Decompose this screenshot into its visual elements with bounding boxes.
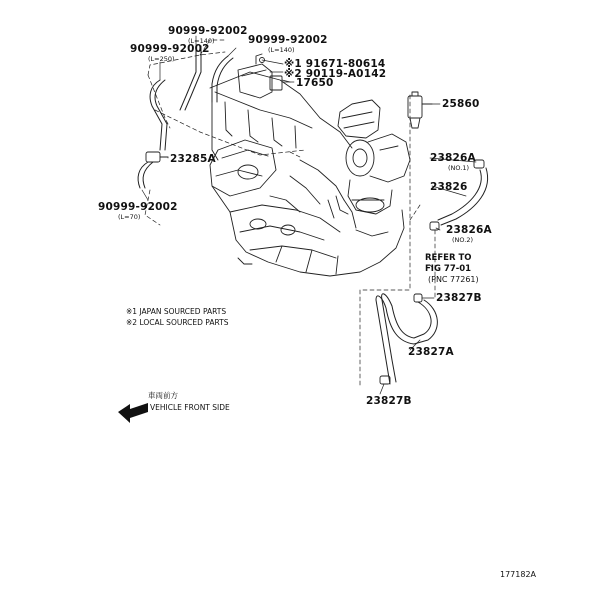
front-arrow-icon — [118, 403, 148, 423]
hose-23827a — [376, 294, 437, 384]
part-label-p15: 23827B — [366, 395, 412, 407]
connector-23285a — [146, 152, 168, 162]
part-sub-p9: (NO.1) — [448, 164, 469, 172]
part-label-p3: 90999-92002 — [248, 34, 328, 46]
part-label-p11: 23826A — [446, 224, 492, 236]
note-japan-sourced: ※1 JAPAN SOURCED PARTS — [126, 307, 227, 316]
part-length-p12: (L=70) — [118, 213, 141, 221]
part-label-p2: 90999-92002 — [130, 43, 210, 55]
part-label-p13: 23827B — [436, 292, 482, 304]
direction-label-jp: 車両前方 — [148, 391, 178, 400]
clamp-23827b-top — [414, 294, 422, 302]
part-label-p6: 17650 — [296, 77, 334, 89]
part-label-p8: 23285A — [170, 153, 216, 165]
part-label-p1: 90999-92002 — [168, 25, 248, 37]
part-label-p12: 90999-92002 — [98, 201, 178, 213]
engine-block — [210, 72, 410, 276]
part-length-p2: (L=250) — [148, 55, 175, 63]
note-local-sourced: ※2 LOCAL SOURCED PARTS — [126, 318, 229, 327]
part-label-p5: ※2 90119-A0142 — [284, 68, 387, 80]
figure-code: 177182A — [500, 570, 537, 579]
hose-23826 — [438, 168, 488, 225]
part-label-p7: 25860 — [442, 98, 480, 110]
refer-line-3: (PNC 77261) — [428, 275, 479, 284]
part-label-p4: ※1 91671-80614 — [284, 58, 386, 70]
part-label-p14: 23827A — [408, 346, 454, 358]
sensor-25860 — [408, 92, 432, 128]
direction-label-en: VEHICLE FRONT SIDE — [150, 403, 230, 412]
part-label-p10: 23826 — [430, 181, 468, 193]
dashed-boundary — [145, 37, 435, 385]
part-length-p3: (L=140) — [268, 46, 295, 54]
part-label-p9: 23826A — [430, 152, 476, 164]
hose-l70 — [138, 162, 153, 188]
part-length-p1: (L=140) — [188, 37, 215, 45]
part-sub-p11: (NO.2) — [452, 236, 473, 244]
refer-line-2: FIG 77-01 — [425, 264, 472, 274]
refer-line-1: REFER TO — [425, 253, 472, 263]
